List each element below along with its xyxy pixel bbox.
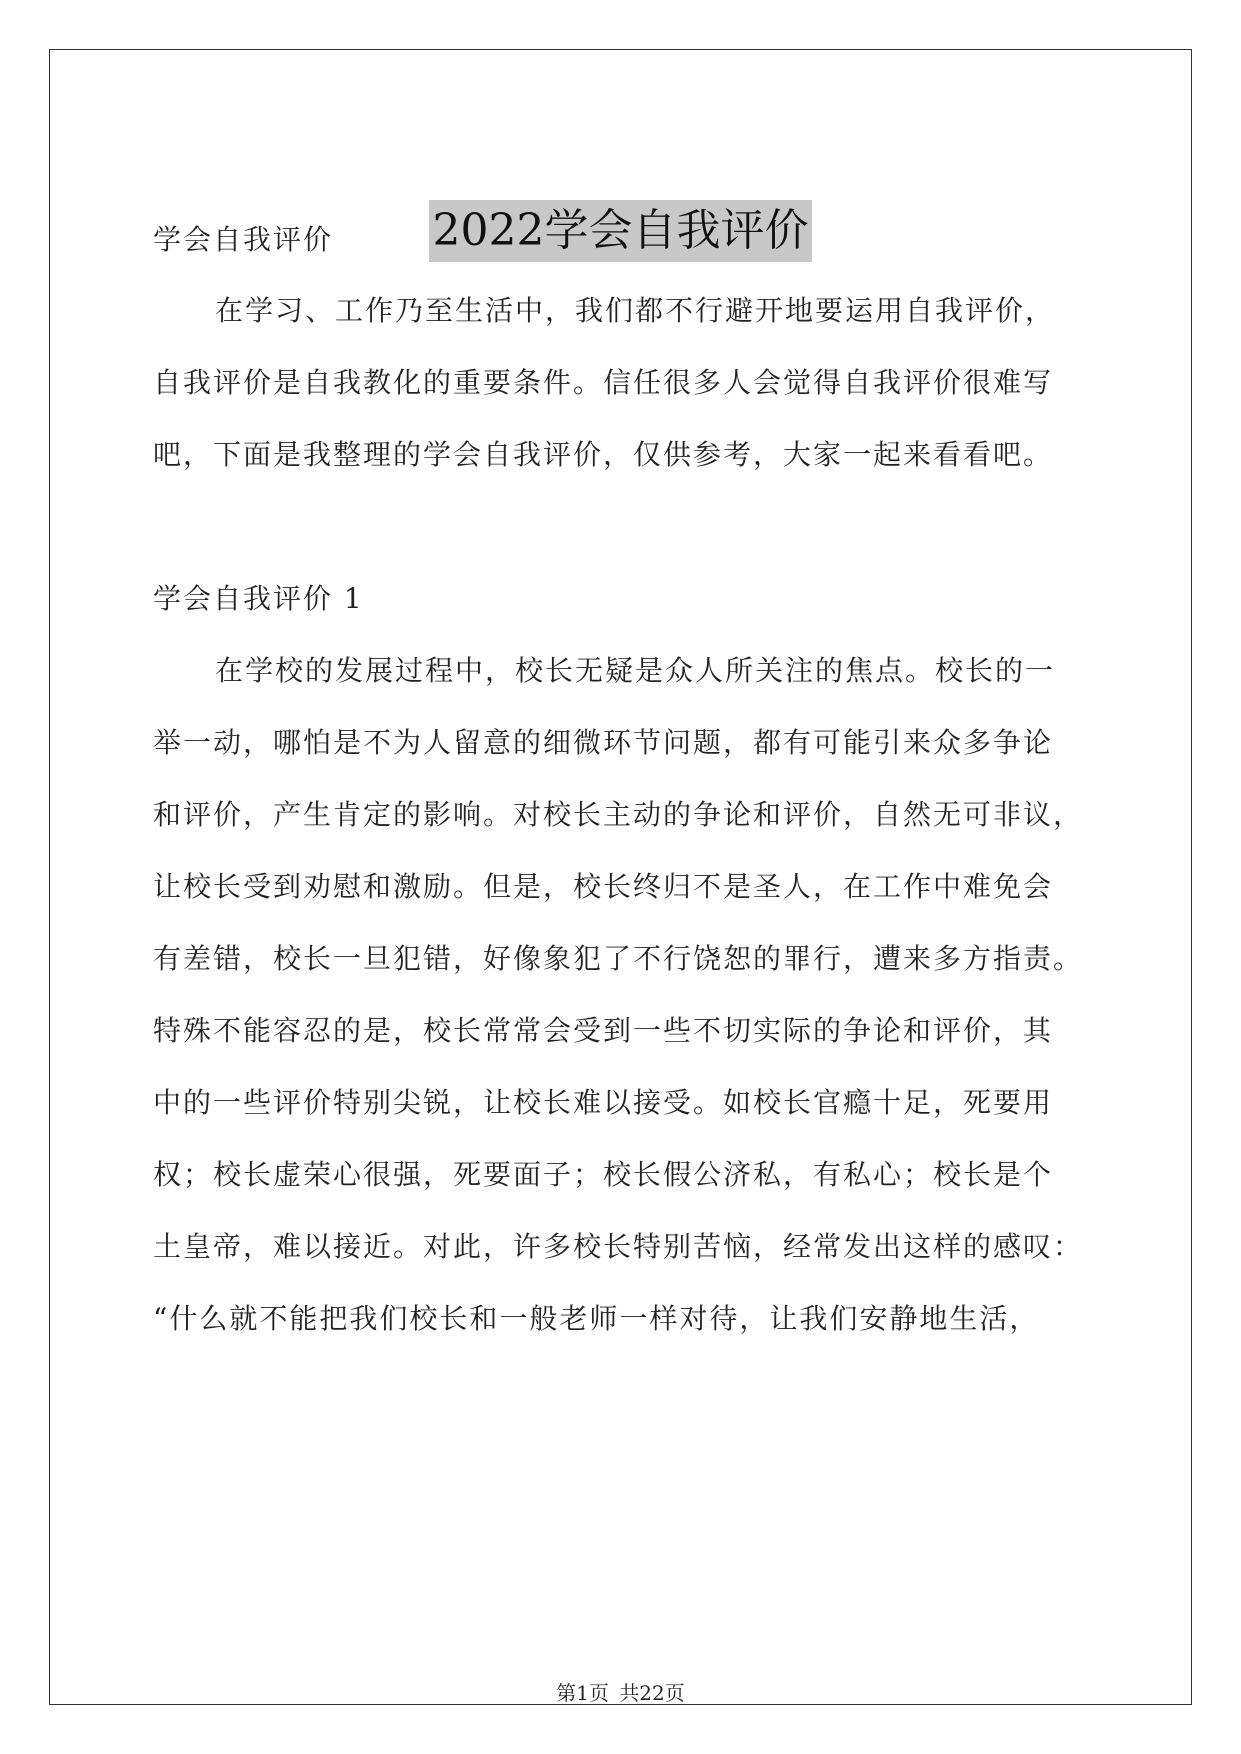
subtitle: 学会自我评价 xyxy=(153,223,334,256)
intro-line: 在学习、工作乃至生活中，我们都不行避开地要运用自我评价， xyxy=(215,294,1056,327)
body-line: 在学校的发展过程中，校长无疑是众人所关注的焦点。校长的一 xyxy=(215,654,1056,687)
body-line: 中的一些评价特别尖锐，让校长难以接受。如校长官瘾十足，死要用 xyxy=(153,1086,1054,1119)
intro-line: 吧，下面是我整理的学会自我评价，仅供参考，大家一起来看看吧。 xyxy=(153,438,1054,471)
document-title: 2022学会自我评价 xyxy=(429,200,813,262)
body-line: 权；校长虚荣心很强，死要面子；校长假公济私，有私心；校长是个 xyxy=(153,1158,1054,1191)
document-page xyxy=(49,49,1192,1705)
section-heading: 学会自我评价 1 xyxy=(153,582,364,615)
body-line: “什么就不能把我们校长和一般老师一样对待，让我们安静地生活， xyxy=(153,1302,1040,1335)
intro-line: 自我评价是自我教化的重要条件。信任很多人会觉得自我评价很难写 xyxy=(153,366,1054,399)
body-line: 和评价，产生肯定的影响。对校长主动的争论和评价，自然无可非议， xyxy=(153,798,1084,831)
body-line: 让校长受到劝慰和激励。但是，校长终归不是圣人，在工作中难免会 xyxy=(153,870,1054,903)
body-line: 特殊不能容忍的是，校长常常会受到一些不切实际的争论和评价，其 xyxy=(153,1014,1054,1047)
page-footer xyxy=(50,1677,1191,1706)
page-total: 共22页 xyxy=(619,1681,685,1705)
body-line: 土皇帝，难以接近。对此，许多校长特别苦恼，经常发出这样的感叹： xyxy=(153,1230,1084,1263)
body-line: 举一动，哪怕是不为人留意的细微环节问题，都有可能引来众多争论 xyxy=(153,726,1054,759)
body-line: 有差错，校长一旦犯错，好像象犯了不行饶恕的罪行，遭来多方指责。 xyxy=(153,942,1084,975)
page-number: 第1页 xyxy=(556,1681,609,1705)
